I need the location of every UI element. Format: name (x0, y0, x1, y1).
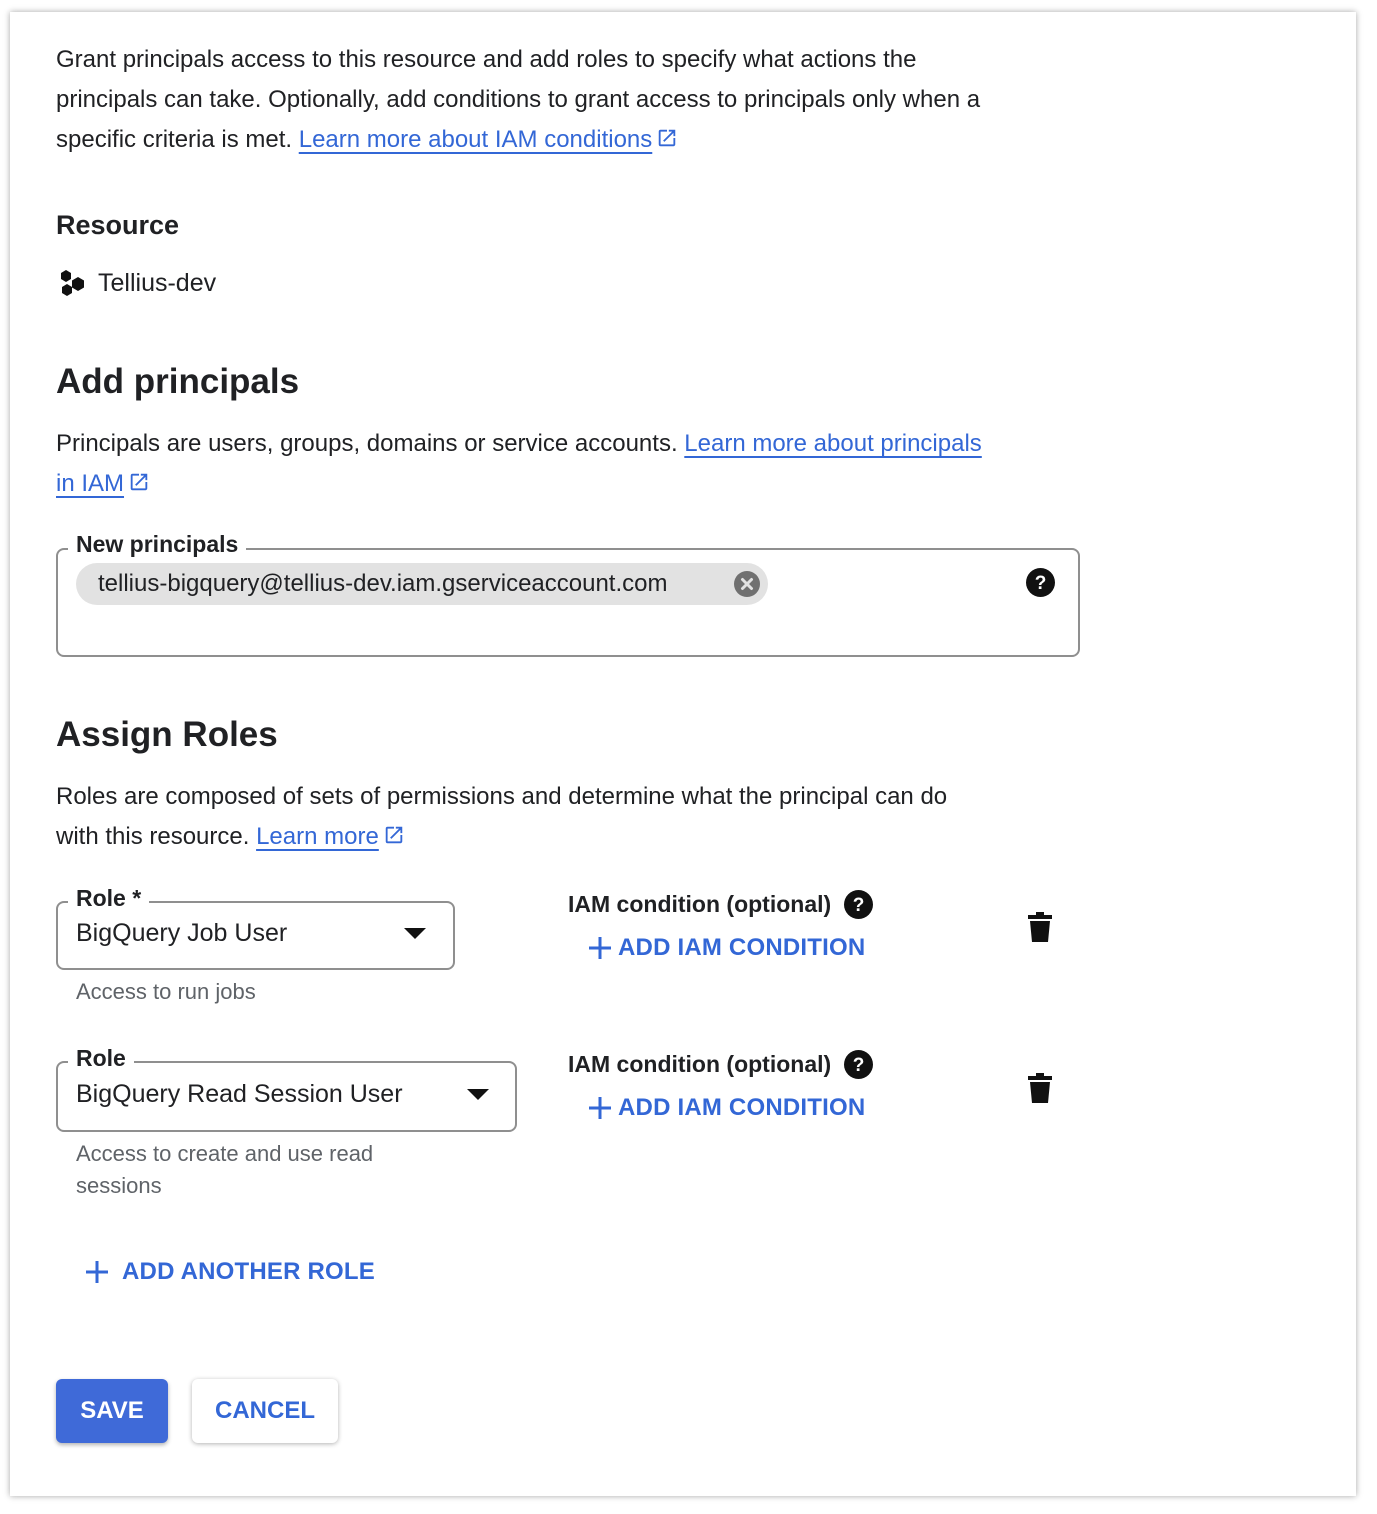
grant-access-panel (10, 12, 1356, 1496)
assign-roles-desc-line2-text: with this resource. (56, 823, 250, 850)
role-2-helper-line2: sessions (76, 1173, 162, 1198)
assign-roles-desc-line1: Roles are composed of sets of permissions and determine what the principal can do (56, 783, 948, 810)
intro-line-3-text: specific criteria is met. (56, 126, 293, 153)
intro-line-1: Grant principals access to this resource and add roles to specify what actions the (56, 46, 917, 73)
delete-icon[interactable] (1028, 1073, 1052, 1103)
add-another-role-label: ADD ANOTHER ROLE (122, 1258, 375, 1285)
role-select-1-value: BigQuery Job User (76, 919, 288, 947)
role-select-2-label: Role (68, 1045, 134, 1072)
intro-line-3 (56, 120, 1136, 160)
iam-condition-label-2: IAM condition (optional) (568, 1051, 832, 1077)
assign-roles-desc (56, 777, 1136, 857)
learn-more-roles-text: Learn more (256, 823, 379, 850)
learn-more-principals-link-cont[interactable] (56, 470, 150, 497)
open-in-new-icon (656, 127, 678, 149)
plus-icon (588, 936, 612, 960)
learn-more-principals-link-text: in IAM (56, 470, 125, 497)
help-icon[interactable] (844, 1050, 873, 1079)
assign-roles-desc-line2 (56, 817, 1136, 857)
delete-icon[interactable] (1028, 912, 1052, 942)
intro-text (56, 40, 1136, 160)
learn-more-principals-link[interactable]: Learn more about principals (684, 430, 982, 457)
learn-more-roles-link[interactable] (256, 823, 405, 850)
principal-chip-text: tellius-bigquery@tellius-dev.iam.gserviceaccount.com (98, 570, 668, 597)
assign-roles-heading: Assign Roles (56, 715, 278, 754)
resource-name: Tellius-dev (98, 268, 217, 297)
cancel-button[interactable]: CANCEL (192, 1379, 338, 1443)
add-principals-desc (56, 424, 1136, 504)
resource-row (58, 268, 216, 298)
plus-icon (85, 1260, 109, 1284)
plus-icon (588, 1096, 612, 1120)
add-iam-condition-label-1: ADD IAM CONDITION (618, 934, 866, 961)
open-in-new-icon (128, 471, 150, 493)
role-2-helper-line1: Access to create and use read (76, 1141, 374, 1166)
add-another-role-button[interactable] (85, 1258, 375, 1286)
add-iam-condition-button-2[interactable] (588, 1094, 865, 1122)
role-select-1-label: Role * (68, 885, 149, 912)
project-icon (58, 268, 88, 298)
save-button[interactable]: SAVE (56, 1379, 168, 1443)
svg-text:?: ? (852, 895, 865, 916)
learn-more-iam-conditions-text: Learn more about IAM conditions (298, 126, 653, 153)
principal-chip (76, 563, 768, 605)
dropdown-arrow-icon[interactable] (467, 1089, 489, 1101)
new-principals-label: New principals (68, 531, 246, 558)
svg-text:?: ? (1034, 573, 1047, 594)
intro-line-2: principals can take. Optionally, add conditions to grant access to principals only when a (56, 86, 981, 113)
add-principals-desc-text: Principals are users, groups, domains or service accounts. (56, 430, 678, 457)
dropdown-arrow-icon[interactable] (404, 928, 426, 940)
svg-text:?: ? (852, 1055, 865, 1076)
learn-more-iam-conditions-link[interactable] (299, 126, 679, 153)
chip-remove-icon[interactable] (734, 571, 760, 597)
help-icon[interactable] (1026, 568, 1055, 597)
role-select-2-value: BigQuery Read Session User (76, 1080, 403, 1108)
role-1-helper: Access to run jobs (76, 979, 256, 1004)
add-iam-condition-button-1[interactable] (588, 934, 865, 962)
add-principals-desc-line1 (56, 424, 1136, 464)
resource-heading: Resource (56, 210, 180, 240)
add-iam-condition-label-2: ADD IAM CONDITION (618, 1094, 866, 1121)
help-icon[interactable] (844, 890, 873, 919)
role-2-helper (76, 1138, 373, 1202)
iam-condition-label-1: IAM condition (optional) (568, 891, 832, 917)
add-principals-heading: Add principals (56, 362, 300, 401)
open-in-new-icon (383, 824, 405, 846)
add-principals-desc-line2 (56, 464, 1136, 504)
